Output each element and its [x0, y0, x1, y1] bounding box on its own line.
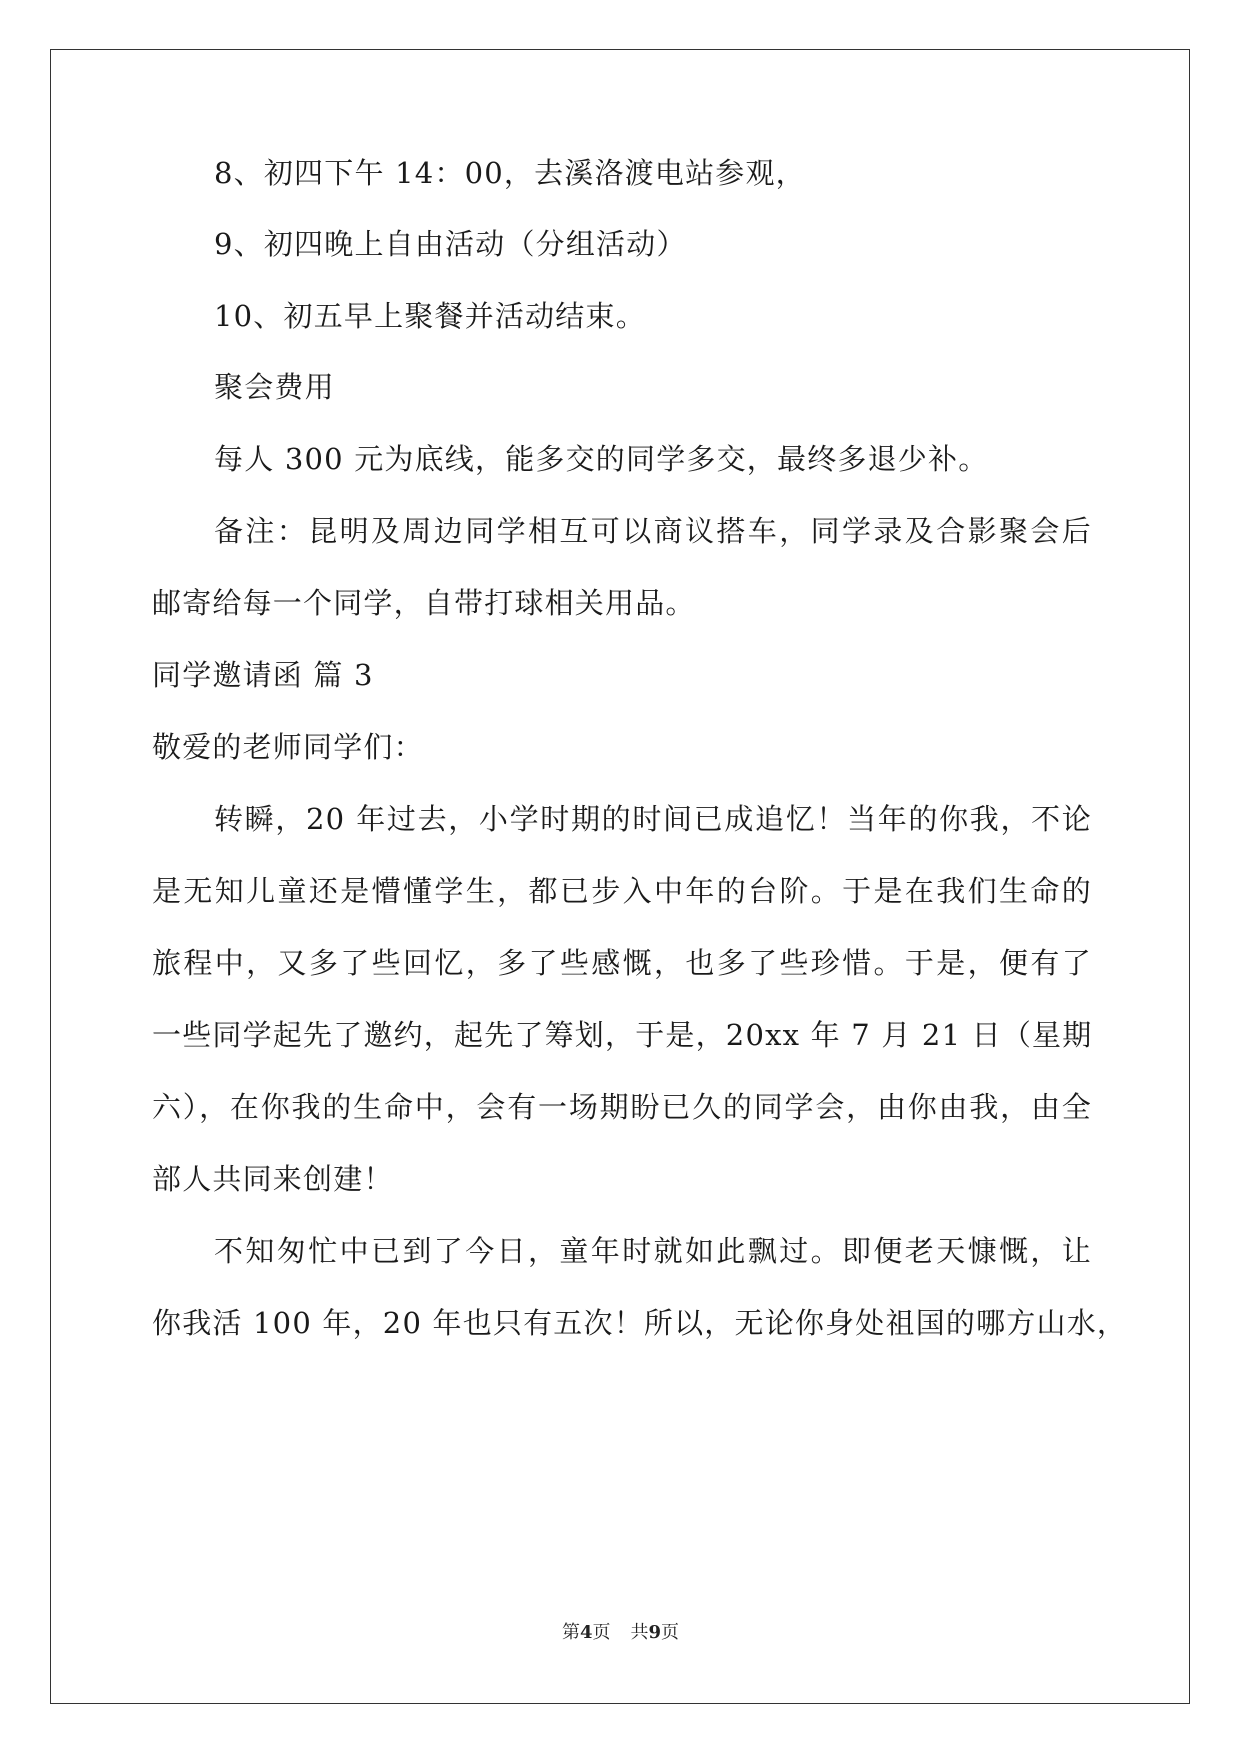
- body-paragraph-2-line-1: 不知匆忙中已到了今日，童年时就如此飘过。即便老天慷慨，让: [214, 1234, 1092, 1268]
- page-prefix: 第: [561, 1622, 580, 1643]
- total-prefix: 共: [630, 1622, 649, 1643]
- body-paragraph-1-line-5: 六），在你我的生命中，会有一场期盼已久的同学会，由你由我，由全: [152, 1090, 1092, 1124]
- page-footer: [0, 1622, 1241, 1644]
- schedule-item-8: 8、初四下午 14：00，去溪洛渡电站参观，: [214, 156, 806, 190]
- remarks-paragraph-line-2: 邮寄给每一个同学，自带打球相关用品。: [152, 586, 696, 620]
- section-heading-fees: 聚会费用: [214, 370, 335, 404]
- body-paragraph-2-line-2: 你我活 100 年，20 年也只有五次！所以，无论你身处祖国的哪方山水，: [152, 1306, 1128, 1340]
- salutation: 敬爱的老师同学们：: [152, 730, 424, 764]
- schedule-item-9: 9、初四晚上自由活动（分组活动）: [214, 227, 687, 261]
- remarks-paragraph-line-1: 备注：昆明及周边同学相互可以商议搭车，同学录及合影聚会后: [214, 514, 1092, 548]
- body-paragraph-1-line-1: 转瞬，20 年过去，小学时期的时间已成追忆！当年的你我，不论: [214, 802, 1092, 836]
- schedule-item-10: 10、初五早上聚餐并活动结束。: [214, 299, 646, 333]
- page-total: 9: [648, 1622, 662, 1643]
- page-label: 页: [592, 1622, 611, 1643]
- body-paragraph-1-line-2: 是无知儿童还是懵懂学生，都已步入中年的台阶。于是在我们生命的: [152, 874, 1092, 908]
- body-paragraph-1-line-4: 一些同学起先了邀约，起先了筹划，于是，20xx 年 7 月 21 日（星期: [152, 1018, 1093, 1052]
- body-paragraph-1-line-3: 旅程中，又多了些回忆，多了些感慨，也多了些珍惜。于是，便有了: [152, 946, 1092, 980]
- body-paragraph-1-line-6: 部人共同来创建！: [152, 1162, 394, 1196]
- article-title: 同学邀请函 篇 3: [152, 658, 374, 692]
- fees-paragraph: 每人 300 元为底线，能多交的同学多交，最终多退少补。: [214, 442, 989, 476]
- page-current: 4: [579, 1622, 593, 1643]
- total-label: 页: [661, 1622, 680, 1643]
